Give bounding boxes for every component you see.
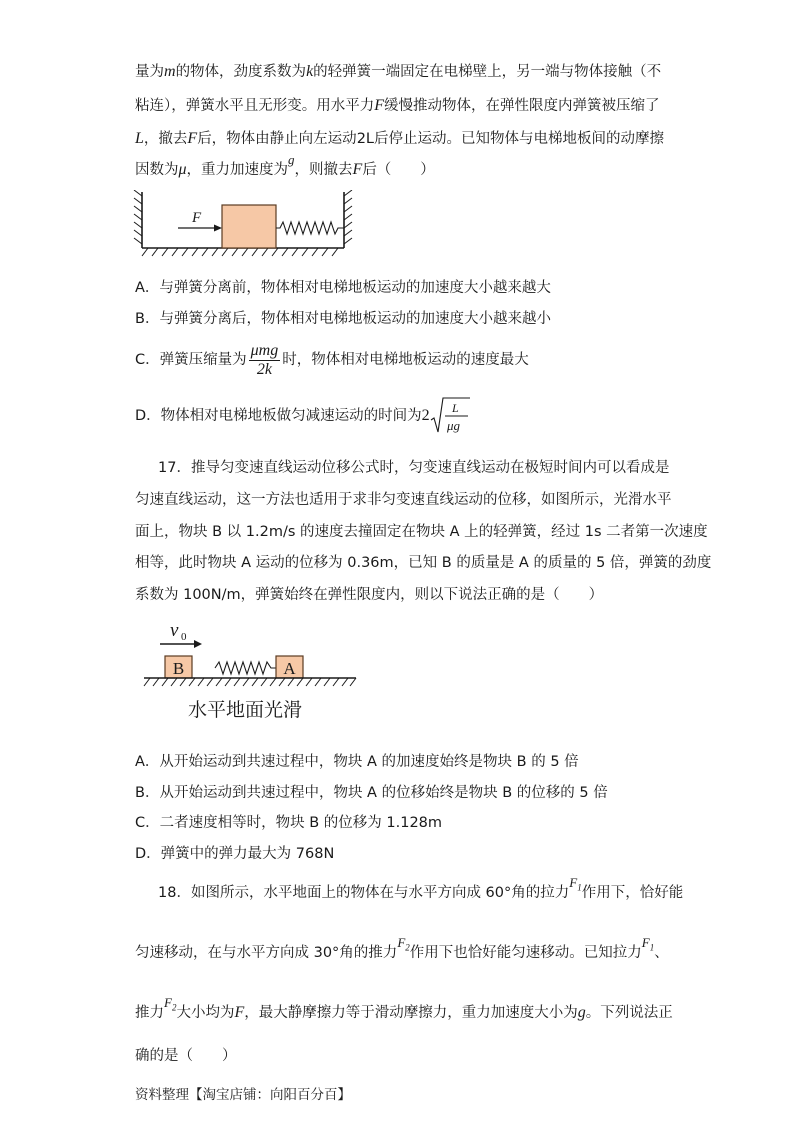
text: 。下列说法正 bbox=[585, 1005, 673, 1021]
text: ，则撤去 bbox=[294, 162, 353, 178]
var-k: k bbox=[306, 63, 314, 80]
coefficient: 2 bbox=[421, 407, 430, 424]
text: 后停止运动。已知物体与电梯地板间的动摩擦 bbox=[374, 131, 664, 147]
var-mu: μ bbox=[178, 161, 187, 178]
block-a-label: A bbox=[283, 659, 296, 678]
var-m: m bbox=[164, 63, 176, 80]
text: 因数为 bbox=[135, 162, 179, 178]
text: 作用下，恰好能 bbox=[581, 885, 684, 901]
ground-hatch bbox=[144, 678, 356, 686]
F: F bbox=[569, 875, 578, 890]
text: 缓慢推动物体，在弹性限度内弹簧被压缩了 bbox=[384, 98, 660, 114]
spring bbox=[215, 662, 276, 674]
subscript: 2 bbox=[171, 1002, 177, 1013]
q17-option-d: D．弹簧中的弹力最大为 768N bbox=[135, 846, 335, 862]
text: C．弹簧压缩量为 bbox=[135, 352, 247, 368]
left-wall-hatch bbox=[134, 190, 142, 244]
q18-line-3 bbox=[135, 995, 673, 1031]
text: D．物体相对电梯地板做匀减速运动的时间为 bbox=[135, 408, 422, 424]
q16-line-2 bbox=[135, 96, 660, 116]
q18-line-2 bbox=[135, 935, 669, 971]
q17-line-1: 17．推导匀变速直线运动位移公式时，匀变速直线运动在极短时间内可以看成是 bbox=[158, 460, 670, 476]
var-F1 bbox=[641, 935, 655, 953]
text: 的轻弹簧一端固定在电梯壁上，另一端与物体接触（不 bbox=[313, 64, 662, 80]
text: 量为 bbox=[135, 64, 164, 80]
sqrt-sign bbox=[430, 396, 470, 436]
text: ，撤去 bbox=[143, 131, 188, 147]
q17-option-a: A．从开始运动到共速过程中，物块 A 的加速度始终是物块 B 的 5 倍 bbox=[135, 754, 579, 770]
sqrt-numerator: L bbox=[451, 401, 459, 415]
text: 匀速移动，在与水平方向成 30°角的推力 bbox=[135, 945, 398, 961]
sqrt-L-over-mug bbox=[430, 394, 470, 438]
q17-figure bbox=[140, 616, 370, 728]
var-2L: 2L bbox=[356, 131, 374, 147]
var-g: g bbox=[288, 152, 295, 167]
text: 大小均为 bbox=[176, 1005, 235, 1021]
text: 后，物体由静止向左运动 bbox=[197, 131, 357, 147]
q17-line-5: 系数为 100N/m，弹簧始终在弹性限度内，则以下说法正确的是（ ） bbox=[135, 587, 604, 603]
right-wall-hatch bbox=[344, 190, 352, 244]
var-L: L bbox=[135, 130, 144, 147]
q16-line-3 bbox=[135, 129, 664, 149]
text: ，重力加速度为 bbox=[186, 162, 289, 178]
F: F bbox=[397, 935, 406, 950]
figure-caption: 水平地面光滑 bbox=[188, 700, 303, 721]
spring bbox=[276, 222, 344, 234]
subscript: 2 bbox=[405, 942, 410, 953]
var-F2 bbox=[397, 935, 410, 953]
var-F: F bbox=[352, 161, 363, 178]
text: 后（ ） bbox=[362, 162, 435, 178]
q16-option-a: A．与弹簧分离前，物体相对电梯地板运动的加速度大小越来越大 bbox=[135, 280, 551, 296]
denominator: 2k bbox=[256, 360, 272, 378]
q16-option-d bbox=[135, 394, 470, 438]
numerator: μmg bbox=[250, 341, 279, 359]
var-g: g bbox=[577, 1004, 586, 1021]
text: 的物体，劲度系数为 bbox=[175, 64, 307, 80]
q16-figure bbox=[128, 190, 358, 260]
q17-option-c: C．二者速度相等时，物块 B 的位移为 1.128m bbox=[135, 815, 443, 831]
floor-hatch bbox=[142, 248, 338, 256]
var-F: F bbox=[374, 97, 385, 114]
q16-line-1 bbox=[135, 62, 661, 82]
q17-line-2: 匀速直线运动，这一方法也适用于求非匀变速直线运动的位移，如图所示，光滑水平 bbox=[135, 492, 672, 508]
footer-note: 资料整理【淘宝店铺：向阳百分百】 bbox=[135, 1087, 351, 1103]
var-F: F bbox=[187, 130, 198, 147]
q17-line-4: 相等，此时物块 A 运动的位移为 0.36m，已知 B 的质量是 A 的质量的 5 倍，弹簧的劲度 bbox=[135, 555, 712, 571]
text: 粘连），弹簧水平且无形变。用水平力 bbox=[135, 98, 375, 114]
fraction-mumg-2k bbox=[249, 342, 281, 379]
q16-option-c bbox=[135, 340, 529, 380]
var-F1 bbox=[569, 875, 582, 893]
velocity-arrowhead bbox=[194, 640, 202, 648]
q16-line-4 bbox=[135, 152, 435, 180]
v0-label: v bbox=[170, 620, 179, 641]
subscript: 1 bbox=[649, 942, 655, 953]
block bbox=[222, 205, 276, 248]
sqrt-denominator: μg bbox=[446, 418, 460, 433]
force-label: F bbox=[192, 210, 202, 226]
block-b-label: B bbox=[172, 659, 185, 678]
force-arrowhead bbox=[214, 225, 222, 232]
text: 、 bbox=[654, 945, 669, 961]
q17-option-b: B．从开始运动到共速过程中，物块 A 的位移始终是物块 B 的位移的 5 倍 bbox=[135, 785, 608, 801]
var-F2 bbox=[164, 995, 177, 1013]
subscript: 1 bbox=[577, 882, 582, 893]
text: 时，物体相对电梯地板运动的速度最大 bbox=[282, 352, 529, 368]
v0-subscript: 0 bbox=[181, 631, 187, 643]
q17-line-3: 面上，物块 B 以 1.2m/s 的速度去撞固定在物块 A 上的轻弹簧，经过 1s 二者第一次速度 bbox=[135, 524, 708, 540]
text: 推力 bbox=[135, 1005, 164, 1021]
F: F bbox=[641, 935, 650, 950]
F: F bbox=[164, 995, 172, 1010]
text: 作用下也恰好能匀速移动。已知拉力 bbox=[409, 945, 642, 961]
text: 18．如图所示，水平地面上的物体在与水平方向成 60°角的拉力 bbox=[158, 885, 570, 901]
var-F: F bbox=[234, 1004, 245, 1021]
q16-option-b: B．与弹簧分离后，物体相对电梯地板运动的加速度大小越来越小 bbox=[135, 311, 551, 327]
text: ，最大静摩擦力等于滑动摩擦力，重力加速度大小为 bbox=[244, 1005, 578, 1021]
q18-line-4: 确的是（ ） bbox=[135, 1048, 237, 1064]
q18-line-1 bbox=[158, 875, 684, 911]
